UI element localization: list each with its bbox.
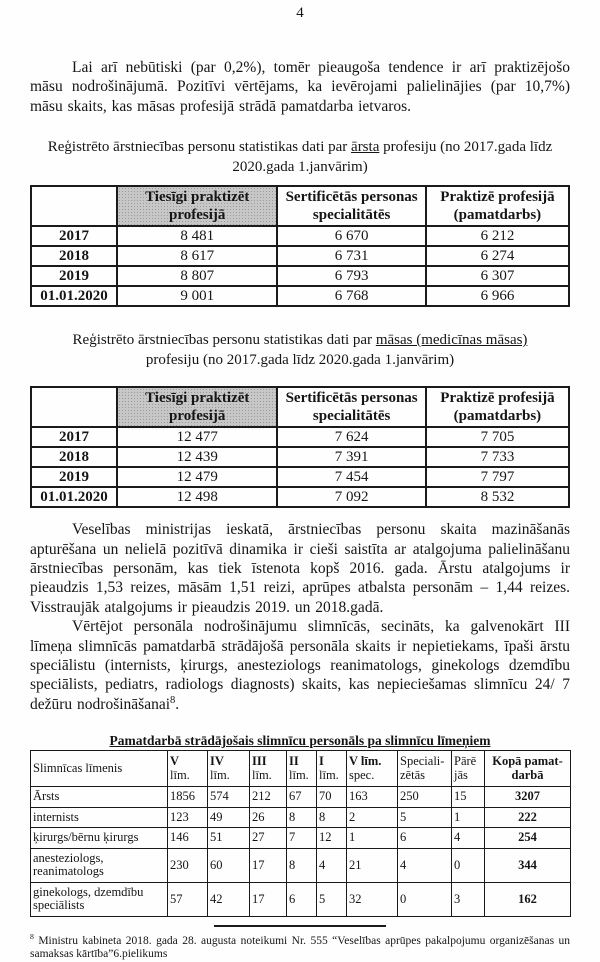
count-cell: 0 (452, 848, 485, 882)
count-cell: 574 (208, 787, 250, 808)
arsta-statistics-table (30, 185, 570, 307)
hospital-table-header-cell (485, 751, 571, 787)
stat-table-row (31, 447, 569, 467)
stat-value-cell: 6 670 (277, 226, 425, 246)
count-cell: 17 (250, 882, 287, 916)
stat-year-cell: 01.01.2020 (31, 487, 117, 507)
count-cell: 17 (250, 848, 287, 882)
header-line: Kopā pamat- (492, 754, 563, 769)
count-cell: 51 (208, 828, 250, 849)
speciality-cell: Ārsts (31, 787, 168, 808)
stat-year-cell: 2019 (31, 266, 117, 286)
stat-value-cell: 8 532 (426, 487, 569, 507)
header-line: IV (210, 754, 224, 769)
stat-value-cell: 8 481 (117, 226, 277, 246)
hospital-table-row (31, 848, 571, 882)
header-line: jās (454, 767, 468, 782)
stat-table-row (31, 266, 569, 286)
total-cell: 3207 (485, 787, 571, 808)
hospital-table-header-row (31, 751, 571, 787)
stat-table-header-row (31, 186, 569, 226)
stat-table-row (31, 487, 569, 507)
footnote-marker: 8 (30, 931, 34, 941)
count-cell: 212 (250, 787, 287, 808)
stat-value-cell: 6 274 (426, 246, 569, 266)
caption-underlined-term: māsas (medicīnas māsas) (375, 332, 528, 349)
hospital-table-row (31, 787, 571, 808)
header-line: līm. (319, 767, 339, 782)
stat-value-cell: 6 212 (426, 226, 569, 246)
stat-year-cell: 01.01.2020 (31, 286, 117, 306)
count-cell: 0 (398, 882, 452, 916)
stat-value-cell: 7 705 (426, 427, 569, 447)
paragraph-period: . (175, 695, 180, 713)
hospital-table-header-cell (250, 751, 287, 787)
stat-value-cell: 6 966 (426, 286, 569, 306)
caption-suffix: profesiju (no 2017.gada līdz 2020.gada 1.janvārim) (232, 139, 553, 176)
stat-year-cell: 2017 (31, 427, 117, 447)
caption-prefix: Reģistrēto ārstniecības personu statistikas dati par (72, 332, 376, 349)
count-cell: 32 (347, 882, 398, 916)
count-cell: 7 (287, 828, 317, 849)
stat-value-cell: 7 391 (277, 447, 425, 467)
count-cell: 15 (452, 787, 485, 808)
hospital-table-row (31, 882, 571, 916)
footnote (30, 931, 570, 962)
stat-value-cell: 12 439 (117, 447, 277, 467)
paragraph-nurses-trend: Lai arī nebūtiski (par 0,2%), tomēr pieaugoša tendence ir arī praktizējošo māsu nodrošinājumā. Pozitīvi vērtējams, ka ievērojami palielinājies (par 10,7%) māsu skaits, kas māsas profesijā strādā pamatdarba ietvaros. (30, 59, 570, 115)
hospital-table-header-cell (287, 751, 317, 787)
count-cell: 163 (347, 787, 398, 808)
stat-value-cell: 6 793 (277, 266, 425, 286)
header-line: līm. (289, 767, 309, 782)
stat-value-cell: 9 001 (117, 286, 277, 306)
hospital-table-header-cell (347, 751, 398, 787)
hospital-table-header-cell (317, 751, 347, 787)
count-cell: 3 (452, 882, 485, 916)
stat-table-header-cell: Praktizē profesijā (pamatdarbs) (426, 186, 569, 226)
stat-value-cell: 8 807 (117, 266, 277, 286)
count-cell: 5 (398, 807, 452, 828)
count-cell: 2 (347, 807, 398, 828)
stat-value-cell: 7 797 (426, 467, 569, 487)
stat-value-cell: 7 624 (277, 427, 425, 447)
stat-value-cell: 12 498 (117, 487, 277, 507)
count-cell: 1 (347, 828, 398, 849)
count-cell: 4 (317, 848, 347, 882)
footnote-divider (214, 925, 386, 927)
count-cell: 5 (317, 882, 347, 916)
stat-table-header-cell: Sertificētās personas specialitātēs (277, 387, 425, 427)
count-cell: 8 (287, 807, 317, 828)
count-cell: 230 (168, 848, 208, 882)
hospital-table-header-cell (31, 751, 168, 787)
count-cell: 146 (168, 828, 208, 849)
header-line: Speciali- (400, 754, 445, 769)
count-cell: 4 (398, 848, 452, 882)
stat-table-header-cell: Sertificētās personas specialitātēs (277, 186, 425, 226)
header-line: līm. (210, 767, 230, 782)
count-cell: 4 (452, 828, 485, 849)
header-line: zētās (400, 767, 425, 782)
paragraph-text: Vērtējot personāla nodrošinājumu slimnīcās, secināts, ka galvenokārt III līmeņa slimnīcās pamatdarbā strādājošā personāla skaits ir nepietiekams, īpaši ārstu speciālistu (internists, ķirurgs, anesteziologs reanimatologs, ginekologs dzemdību speciālists, pediatrs, radiologs diagnosts) skaits, kas nepieciešamas slimnīcu 24/ 7 dežūru nodrošināšanai (30, 618, 570, 713)
stat-value-cell: 7 092 (277, 487, 425, 507)
count-cell: 1856 (168, 787, 208, 808)
arsta-table-caption (48, 137, 553, 177)
header-line: I (319, 754, 324, 769)
speciality-cell: internists (31, 807, 168, 828)
stat-value-cell: 6 768 (277, 286, 425, 306)
header-line: līm. (252, 767, 272, 782)
count-cell: 6 (398, 828, 452, 849)
stat-table-row (31, 226, 569, 246)
count-cell: 70 (317, 787, 347, 808)
stat-table-header-cell: Praktizē profesijā (pamatdarbs) (426, 387, 569, 427)
total-cell: 254 (485, 828, 571, 849)
stat-table-row (31, 467, 569, 487)
stat-value-cell: 12 477 (117, 427, 277, 447)
caption-suffix: profesiju (no 2017.gada līdz 2020.gada 1.janvārim) (145, 352, 455, 369)
hospital-table-row (31, 828, 571, 849)
stat-value-cell: 6 307 (426, 266, 569, 286)
caption-prefix: Reģistrēto ārstniecības personu statistikas dati par (47, 139, 352, 156)
hospital-table-title: Pamatdarbā strādājošais slimnīcu personāls pa slimnīcu līmeņiem (109, 733, 491, 749)
count-cell: 1 (452, 807, 485, 828)
header-line: V līm. (349, 754, 382, 769)
page-number: 4 (296, 5, 304, 21)
speciality-cell: anesteziologs, reanimatologs (31, 848, 168, 882)
hospital-personnel-table (30, 750, 571, 917)
header-line: Slimnīcas līmenis (33, 761, 123, 776)
total-cell: 162 (485, 882, 571, 916)
footnote-text: Ministru kabineta 2018. gada 28. augusta noteikumi Nr. 555 “Veselības aprūpes pakalpojumu organizēšanas un samaksas kārtība”6.pielikums (30, 934, 570, 961)
count-cell: 123 (168, 807, 208, 828)
speciality-cell: ķirurgs/bērnu ķirurgs (31, 828, 168, 849)
count-cell: 8 (317, 807, 347, 828)
hospital-table-header-cell (398, 751, 452, 787)
stat-value-cell: 6 731 (277, 246, 425, 266)
stat-table-row (31, 286, 569, 306)
count-cell: 250 (398, 787, 452, 808)
stat-year-cell: 2019 (31, 467, 117, 487)
header-line: V (170, 754, 180, 769)
masas-statistics-table (30, 386, 570, 508)
header-line: II (289, 754, 299, 769)
stat-value-cell: 8 617 (117, 246, 277, 266)
stat-table-row (31, 427, 569, 447)
masas-table-caption (48, 330, 553, 370)
hospital-table-row (31, 807, 571, 828)
header-line: Pārē (454, 754, 477, 769)
count-cell: 12 (317, 828, 347, 849)
count-cell: 26 (250, 807, 287, 828)
header-line: darbā (511, 767, 544, 782)
footnote-reference: 8 (170, 694, 176, 706)
stat-table-header-cell (31, 387, 117, 427)
paragraph-hospital-staffing (30, 617, 570, 714)
total-cell: 344 (485, 848, 571, 882)
hospital-table-header-cell (452, 751, 485, 787)
stat-value-cell: 7 454 (277, 467, 425, 487)
count-cell: 21 (347, 848, 398, 882)
hospital-table-header-cell (208, 751, 250, 787)
stat-table-header-cell: Tiesīgi praktizēt profesijā (117, 387, 277, 427)
stat-table-row (31, 246, 569, 266)
count-cell: 8 (287, 848, 317, 882)
paragraph-salary-growth: Veselības ministrijas ieskatā, ārstniecības personu skaita mazināšanās apturēšana un nelielā pozitīvā dinamika ir cieši saistīta ar atalgojuma palielināšanu ārstniecības personām, kas tiek īstenota kopš 2016. gada. Ārstu atalgojums ir pieaudzis 1,53 reizes, māsām 1,51 reizi, aprūpes atbalsta personām – 1,44 reizes. Visstraujāk atalgojums ir pieaudzis 2019. un 2018.gadā. (30, 521, 570, 616)
count-cell: 49 (208, 807, 250, 828)
stat-table-header-cell: Tiesīgi praktizēt profesijā (117, 186, 277, 226)
stat-year-cell: 2017 (31, 226, 117, 246)
speciality-cell: ginekologs, dzemdību speciālists (31, 882, 168, 916)
count-cell: 67 (287, 787, 317, 808)
stat-table-header-cell (31, 186, 117, 226)
count-cell: 6 (287, 882, 317, 916)
stat-year-cell: 2018 (31, 447, 117, 467)
stat-value-cell: 12 479 (117, 467, 277, 487)
hospital-table-header-cell (168, 751, 208, 787)
total-cell: 222 (485, 807, 571, 828)
count-cell: 60 (208, 848, 250, 882)
count-cell: 27 (250, 828, 287, 849)
caption-underlined-term: ārsta (351, 139, 380, 156)
header-line: līm. (170, 767, 190, 782)
header-line: spec. (349, 767, 375, 782)
count-cell: 42 (208, 882, 250, 916)
stat-table-header-row (31, 387, 569, 427)
stat-value-cell: 7 733 (426, 447, 569, 467)
count-cell: 57 (168, 882, 208, 916)
header-line: III (252, 754, 267, 769)
stat-year-cell: 2018 (31, 246, 117, 266)
